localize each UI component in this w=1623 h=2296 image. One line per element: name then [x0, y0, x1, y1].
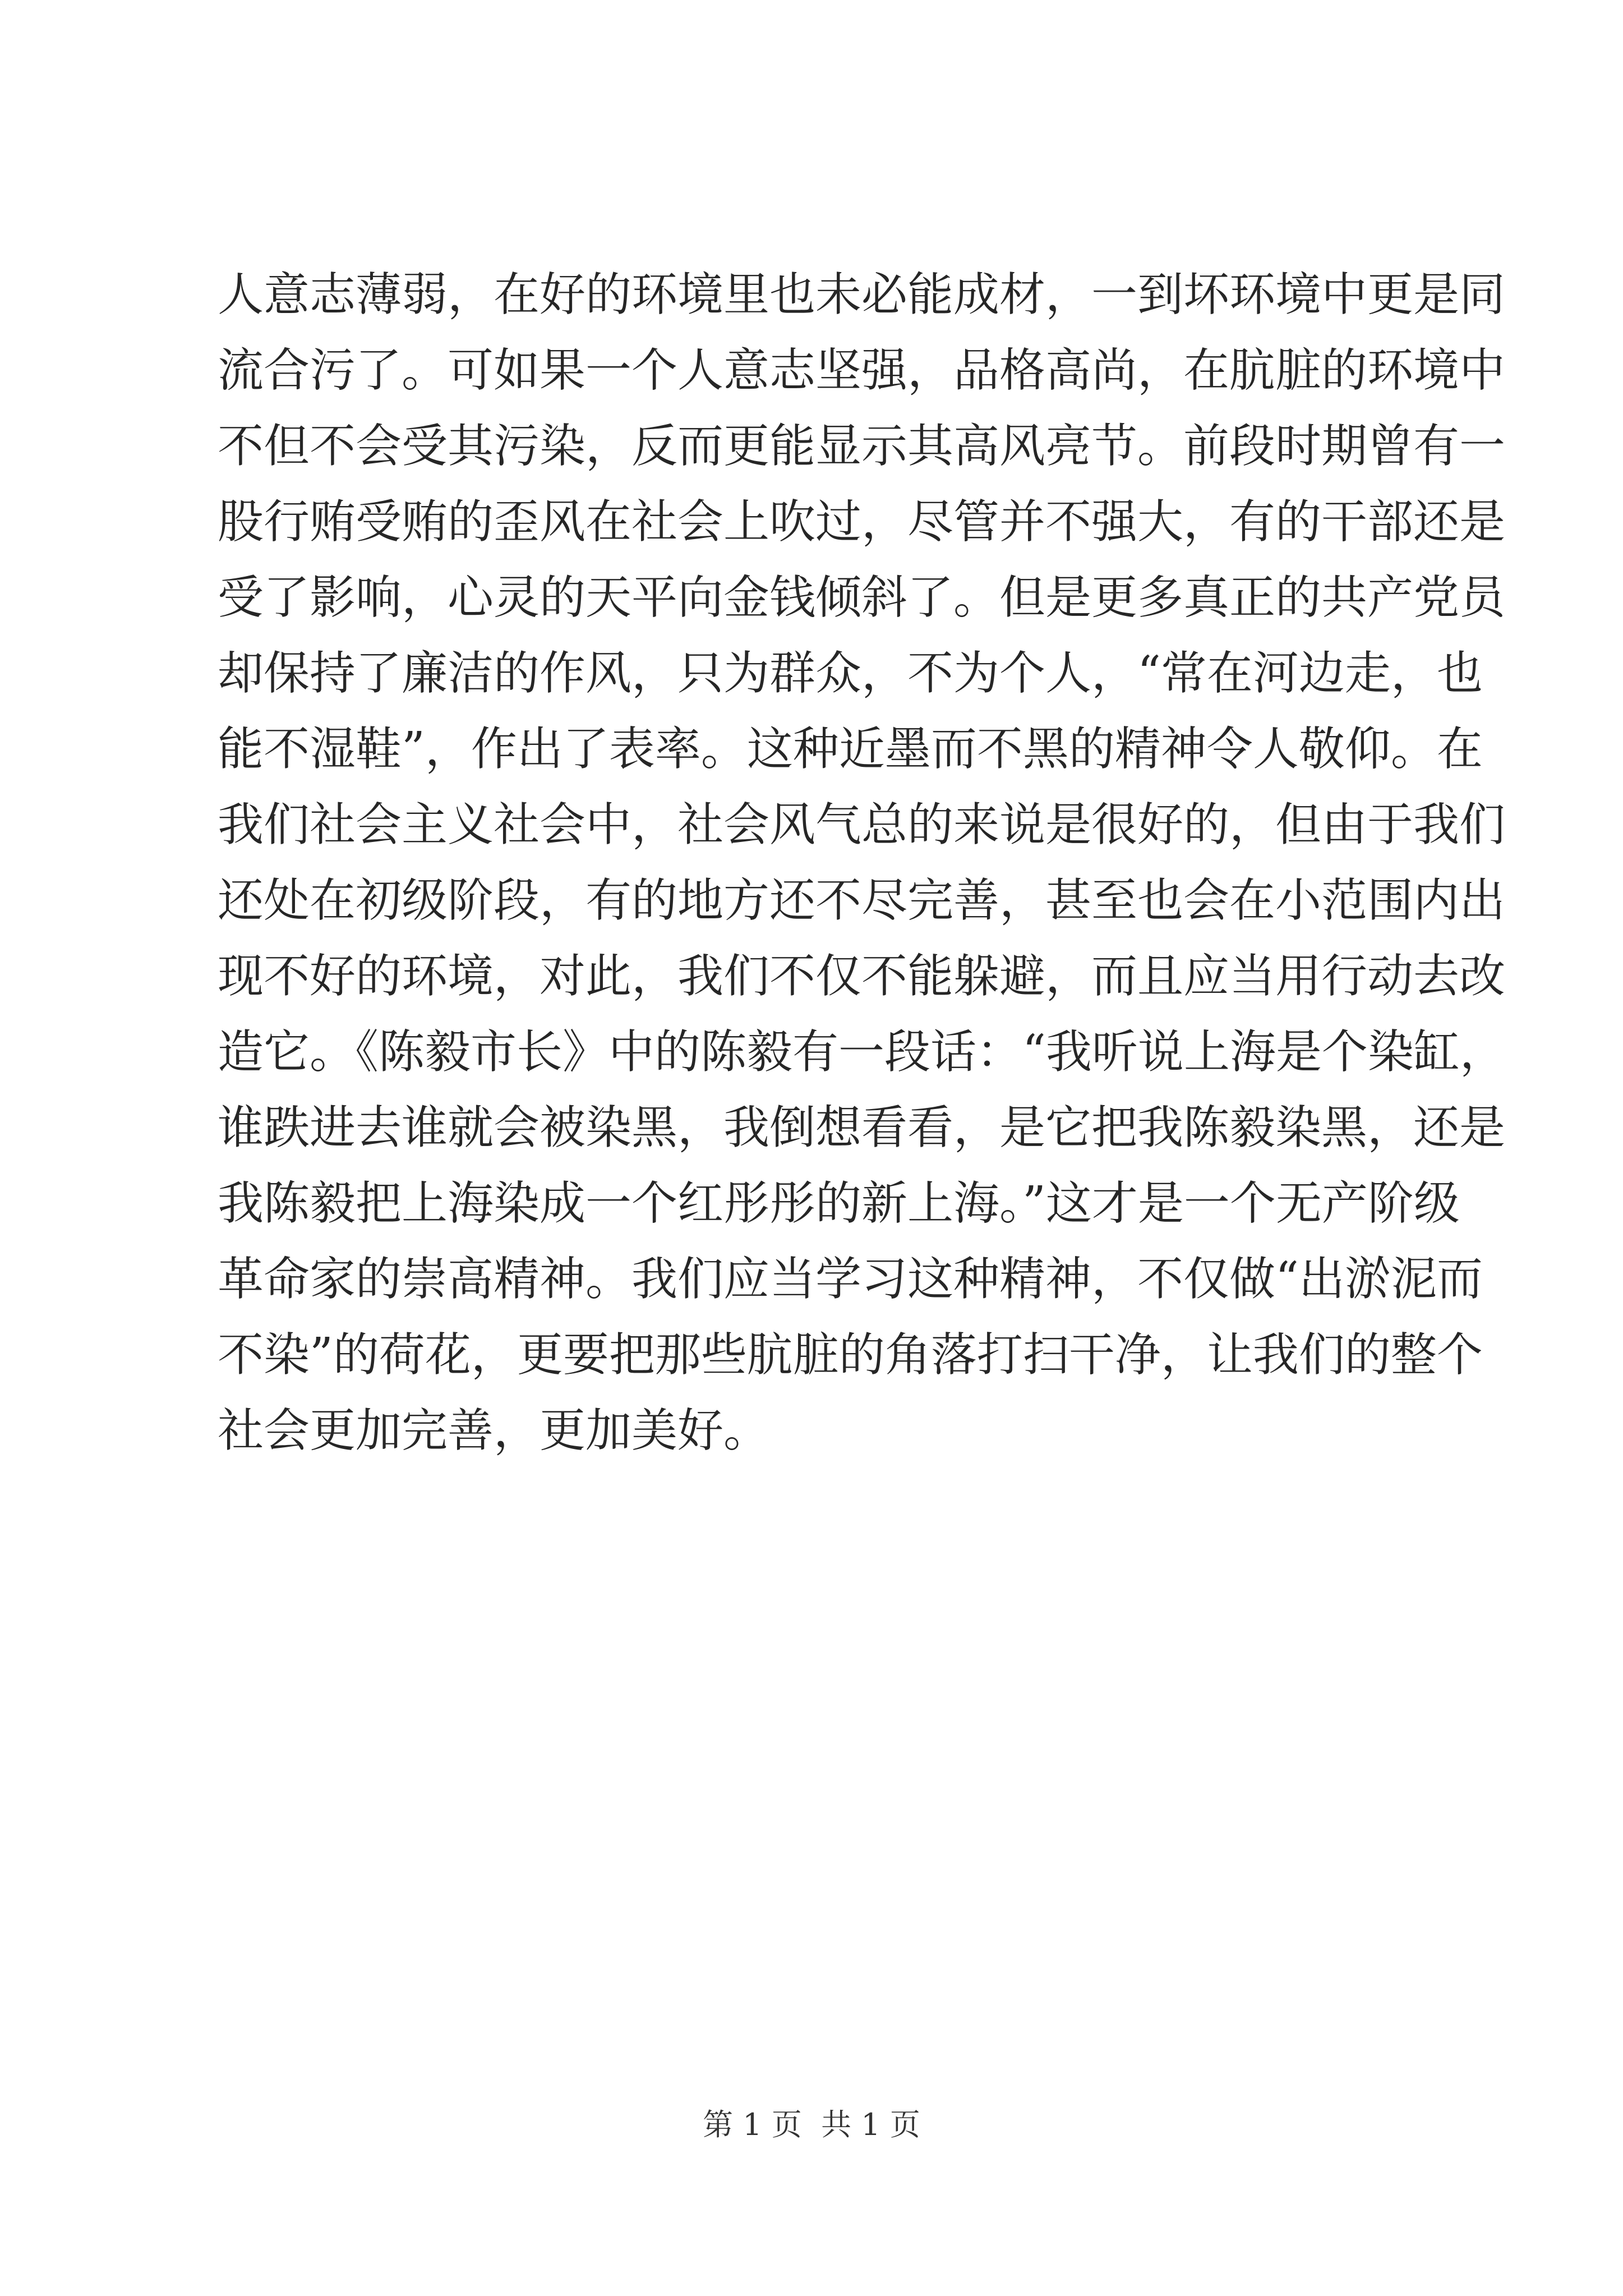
text-line: 受了影响，心灵的天平向金钱倾斜了。但是更多真正的共产党员 — [218, 571, 1506, 624]
text-line: 却保持了廉洁的作风，只为群众，不为个人，“常在河边走，也 — [218, 647, 1483, 700]
text-line: 革命家的崇高精神。我们应当学习这种精神，不仅做“出淤泥而 — [218, 1253, 1483, 1306]
text-line: 不但不会受其污染，反而更能显示其高风亮节。前段时期曾有一 — [218, 420, 1506, 473]
text-line: 造它。《陈毅市长》中的陈毅有一段话：“我听说上海是个染缸， — [218, 1025, 1506, 1079]
text-line: 社会更加完善，更加美好。 — [218, 1404, 770, 1457]
text-line: 人意志薄弱，在好的环境里也未必能成材，一到坏环境中更是同 — [218, 268, 1506, 321]
text-line: 现不好的环境，对此，我们不仅不能躲避，而且应当用行动去改 — [218, 950, 1506, 1003]
text-line: 还处在初级阶段，有的地方还不尽完善，甚至也会在小范围内出 — [218, 874, 1506, 927]
page-number-footer: 第 1 页 共 1 页 — [703, 2107, 920, 2142]
text-line: 能不湿鞋”，作出了表率。这种近墨而不黑的精神令人敬仰。在 — [218, 723, 1483, 776]
text-line: 谁跌进去谁就会被染黑，我倒想看看，是它把我陈毅染黑，还是 — [218, 1101, 1506, 1154]
text-line: 不染”的荷花，更要把那些肮脏的角落打扫干净，让我们的整个 — [218, 1328, 1483, 1382]
text-line: 我陈毅把上海染成一个红彤彤的新上海。”这才是一个无产阶级 — [218, 1177, 1460, 1230]
text-line: 我们社会主义社会中，社会风气总的来说是很好的，但由于我们 — [218, 798, 1506, 852]
text-line: 流合污了。可如果一个人意志坚强，品格高尚，在肮脏的环境中 — [218, 344, 1506, 397]
text-line: 股行贿受贿的歪风在社会上吹过，尽管并不强大，有的干部还是 — [218, 495, 1506, 549]
body-paragraph — [218, 257, 1506, 1469]
